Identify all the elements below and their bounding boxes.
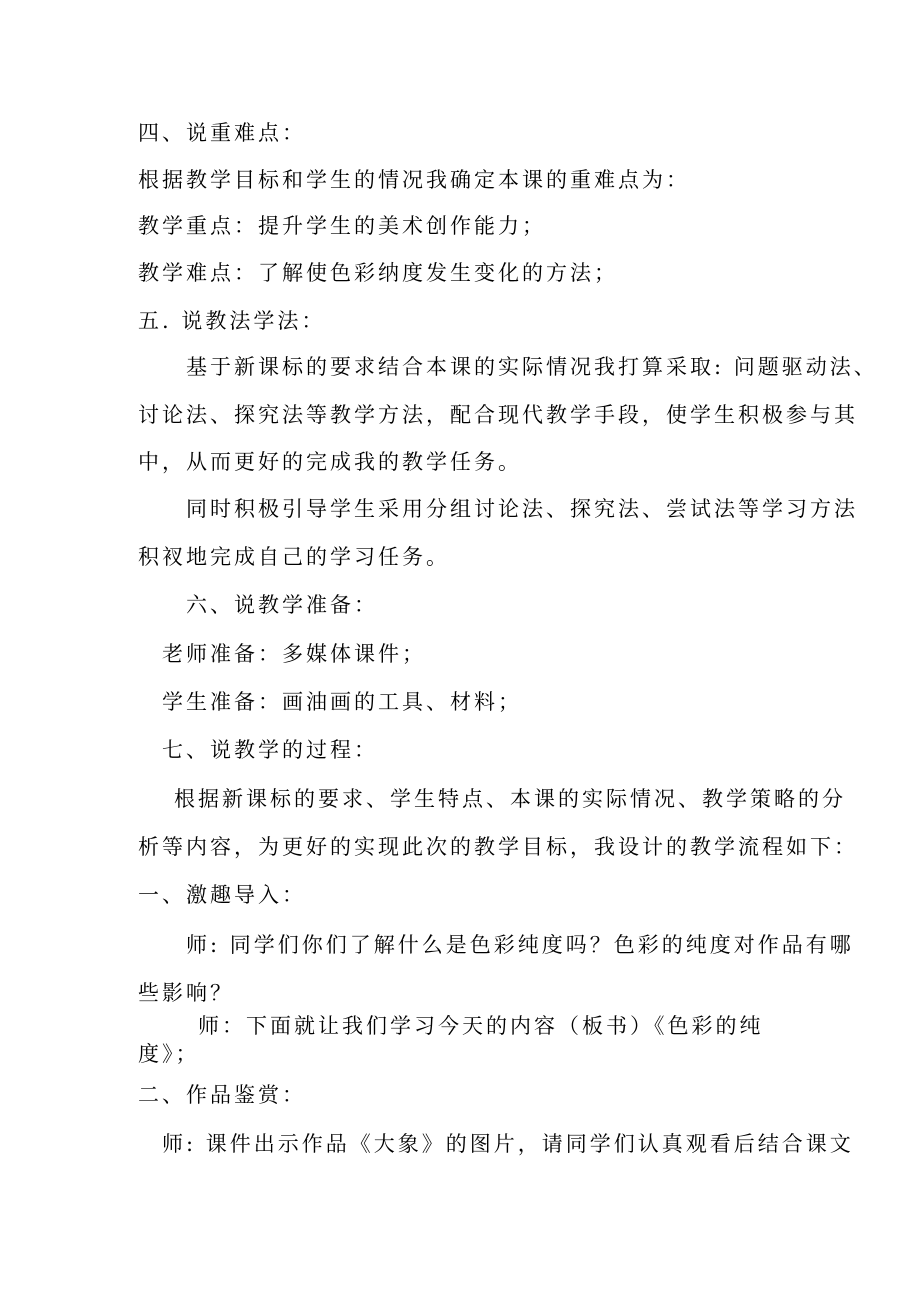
- section-heading-methods: 五. 说教法学法：: [138, 309, 326, 333]
- student-preparation: 学生准备：画油画的工具、材料；: [162, 690, 522, 714]
- teacher-preparation: 老师准备：多媒体课件；: [162, 642, 426, 666]
- step-heading-appreciation: 二、作品鉴赏：: [138, 1083, 306, 1107]
- methods-paragraph-line: 讨论法、探究法等教学方法，配合现代教学手段，使学生积极参与其: [138, 403, 858, 427]
- teaching-difficulty: 教学难点：了解使色彩纳度发生变化的方法；: [138, 261, 618, 285]
- teaching-focus: 教学重点：提升学生的美术创作能力；: [138, 214, 546, 238]
- methods-paragraph-line: 基于新课标的要求结合本课的实际情况我打算采取: 问题驱动法、: [186, 355, 878, 379]
- step-heading-introduction: 一、激趣导入：: [138, 883, 306, 907]
- teacher-statement-line: 度》；: [138, 1042, 200, 1066]
- teacher-question-line: 些影响？: [138, 981, 234, 1005]
- process-paragraph-line: 析等内容，为更好的实现此次的教学目标，我设计的教学流程如下：: [138, 835, 858, 859]
- section-heading-key-points: 四、说重难点：: [138, 121, 306, 145]
- learning-methods-line: 积衩地完成自己的学习任务。: [138, 545, 450, 569]
- section-heading-process: 七、说教学的过程：: [162, 738, 378, 762]
- key-points-intro: 根据教学目标和学生的情况我确定本课的重难点为：: [138, 168, 690, 192]
- methods-paragraph-line: 中，从而更好的完成我的教学任务。: [138, 450, 522, 474]
- section-heading-preparation: 六、说教学准备：: [186, 593, 378, 617]
- appreciation-paragraph-line: 师: 课件出示作品《大象》的图片，请同学们认真观看后结合课文: [162, 1132, 854, 1156]
- teacher-statement-line: 师：下面就让我们学习今天的内容（板书）《色彩的纯: [198, 1014, 764, 1038]
- process-paragraph-line: 根据新课标的要求、学生特点、本课的实际情况、教学策略的分: [174, 787, 846, 811]
- teacher-question-line: 师: 同学们你们了解什么是色彩纯度吗？色彩的纯度对作品有哪: [186, 933, 854, 957]
- learning-methods-line: 同时积极引导学生采用分组讨论法、探究法、尝试法等学习方法: [186, 497, 858, 521]
